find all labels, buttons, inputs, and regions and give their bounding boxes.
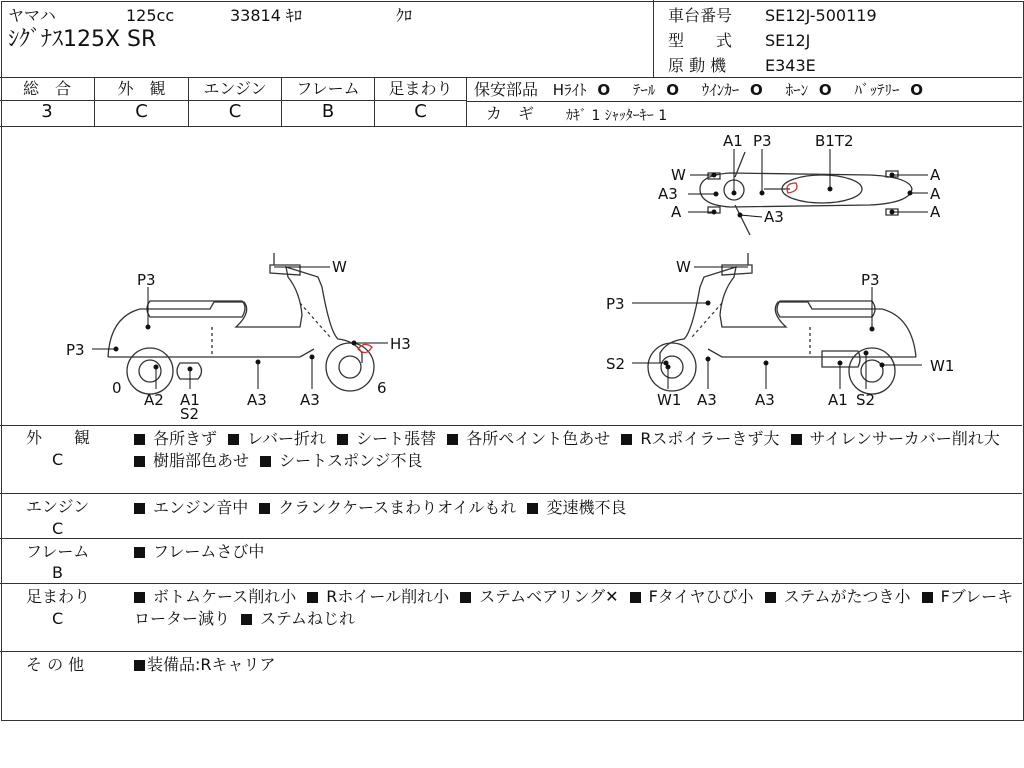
- section-frame-notes: [134, 541, 1018, 563]
- section-suspension-title: 足まわり: [26, 587, 91, 606]
- label-top-a3-bottom: A3: [764, 208, 784, 226]
- safety-horn-mark: O: [818, 81, 832, 99]
- note-item: レバー折れ: [228, 429, 326, 448]
- section-other-title: そ の 他: [26, 655, 85, 674]
- note-item: Fブレーキローター減り: [134, 587, 1014, 628]
- label-left-h3: H3: [390, 335, 411, 353]
- safety-headlight-label: Hﾗｲﾄ: [552, 81, 587, 99]
- note-item: ステムベアリング✕: [460, 587, 618, 606]
- section-suspension-grade: C: [52, 609, 64, 628]
- label-right-w1-rear: W1: [930, 357, 955, 375]
- label-right-s2-front: S2: [606, 355, 626, 373]
- grade-suspension-label: 足まわり: [388, 79, 453, 98]
- label-top-a-left: A: [671, 203, 682, 221]
- label-right-a3-b: A3: [755, 391, 775, 409]
- note-item: エンジン音中: [134, 498, 248, 517]
- grade-exterior-value: C: [135, 101, 148, 122]
- section-exterior-grade: C: [52, 450, 64, 469]
- label-left-a3-b: A3: [300, 391, 320, 409]
- note-item: シートスポンジ不良: [260, 451, 422, 470]
- grade-suspension-value: C: [414, 101, 427, 122]
- safety-horn-label: ﾎｰﾝ: [785, 81, 809, 99]
- safety-tail-label: ﾃｰﾙ: [632, 81, 656, 99]
- grade-frame-value: B: [321, 101, 335, 122]
- type-value: SE12J: [765, 31, 811, 50]
- safety-parts-row: [474, 80, 1019, 100]
- label-right-w: W: [676, 258, 691, 276]
- section-frame-grade: B: [52, 563, 63, 582]
- section-suspension-notes: [134, 586, 1018, 630]
- label-right-w1-front: W1: [657, 391, 682, 409]
- section-other-notes: [134, 654, 1018, 676]
- label-top-b1t2: B1T2: [815, 132, 854, 150]
- note-item: ステムがたつき小: [765, 587, 911, 606]
- safety-battery-label: ﾊﾞｯﾃﾘｰ: [854, 81, 900, 99]
- note-item: Rスポイラーきず大: [621, 429, 779, 448]
- note-item: フレームさび中: [134, 542, 264, 561]
- label-right-p3-top: P3: [861, 271, 880, 289]
- label-left-p3-front: P3: [66, 341, 85, 359]
- note-item: 各所ペイント色あせ: [447, 429, 610, 448]
- label-top-a3-left: A3: [658, 185, 678, 203]
- note-item: 変速機不良: [527, 498, 626, 517]
- label-top-w: W: [671, 166, 686, 184]
- label-top-a-right-2: A: [930, 185, 941, 203]
- safety-label: 保安部品: [474, 80, 539, 99]
- grade-engine-label: エンジン: [203, 79, 267, 98]
- color: ｸﾛ: [396, 6, 413, 25]
- section-frame-title: フレーム: [26, 542, 90, 561]
- note-item: Rホイール削れ小: [307, 587, 449, 606]
- damage-diagram: [0, 127, 1022, 424]
- safety-winker-label: ｳｲﾝｶｰ: [701, 81, 740, 99]
- label-left-a1: A1: [180, 391, 200, 409]
- label-right-a3-a: A3: [697, 391, 717, 409]
- maker: ヤマハ: [8, 6, 56, 25]
- label-left-6: 6: [377, 379, 387, 397]
- label-left-w: W: [332, 258, 347, 276]
- label-right-a1: A1: [828, 391, 848, 409]
- label-left-0: 0: [112, 379, 122, 397]
- displacement: 125cc: [126, 6, 175, 25]
- frame-no: SE12J-500119: [765, 6, 877, 25]
- label-right-p3-front: P3: [606, 295, 625, 313]
- label-left-s2: S2: [180, 405, 200, 423]
- safety-tail-mark: O: [666, 81, 679, 99]
- label-top-a-right-1: A: [930, 166, 941, 184]
- key-value: ｶｷﾞ 1 ｼｬｯﾀｰｷｰ 1: [566, 108, 668, 124]
- label-left-p3-top: P3: [137, 271, 156, 289]
- model-name: ｼｸﾞﾅｽ125X SR: [8, 27, 157, 52]
- grade-frame-label: フレーム: [296, 79, 360, 98]
- label-right-s2: S2: [856, 391, 876, 409]
- key-label: カ ギ: [486, 104, 535, 123]
- section-engine-notes: [134, 497, 1018, 519]
- section-exterior-title: 外 観: [26, 428, 91, 447]
- label-top-a-right-3: A: [930, 203, 941, 221]
- grade-total-value: 3: [41, 101, 53, 122]
- note-item: 樹脂部色あせ: [134, 451, 249, 470]
- safety-battery-mark: O: [910, 81, 923, 99]
- safety-winker-mark: O: [750, 81, 763, 99]
- mileage: 33814 ｷﾛ: [230, 6, 302, 25]
- grade-engine-value: C: [228, 101, 242, 122]
- grade-total-label: 総 合: [22, 79, 71, 98]
- label-top-p3: P3: [753, 132, 772, 150]
- note-item: 各所きず: [134, 429, 217, 448]
- note-item: クランクケースまわりオイルもれ: [259, 498, 516, 517]
- label-left-a2: A2: [144, 391, 164, 409]
- note-item: 装備品:Rキャリア: [134, 655, 276, 674]
- section-engine-grade: C: [52, 519, 64, 538]
- note-item: ステムねじれ: [241, 609, 355, 628]
- label-top-a1: A1: [723, 132, 743, 150]
- note-item: サイレンサーカバー削れ大: [791, 429, 1000, 448]
- note-item: シート張替: [337, 429, 436, 448]
- type-label: 型 式: [668, 31, 733, 50]
- grade-exterior-label: 外 観: [117, 79, 166, 98]
- section-exterior-notes: [134, 428, 1018, 472]
- note-item: ボトムケース削れ小: [134, 587, 296, 606]
- engine-label: 原 動 機: [668, 56, 727, 75]
- section-engine-title: エンジン: [26, 497, 90, 516]
- safety-headlight-mark: O: [597, 81, 611, 99]
- engine-model: E343E: [765, 56, 816, 75]
- frame-no-label: 車台番号: [668, 6, 733, 25]
- label-left-a3-a: A3: [247, 391, 267, 409]
- note-item: Fタイヤひび小: [630, 587, 754, 606]
